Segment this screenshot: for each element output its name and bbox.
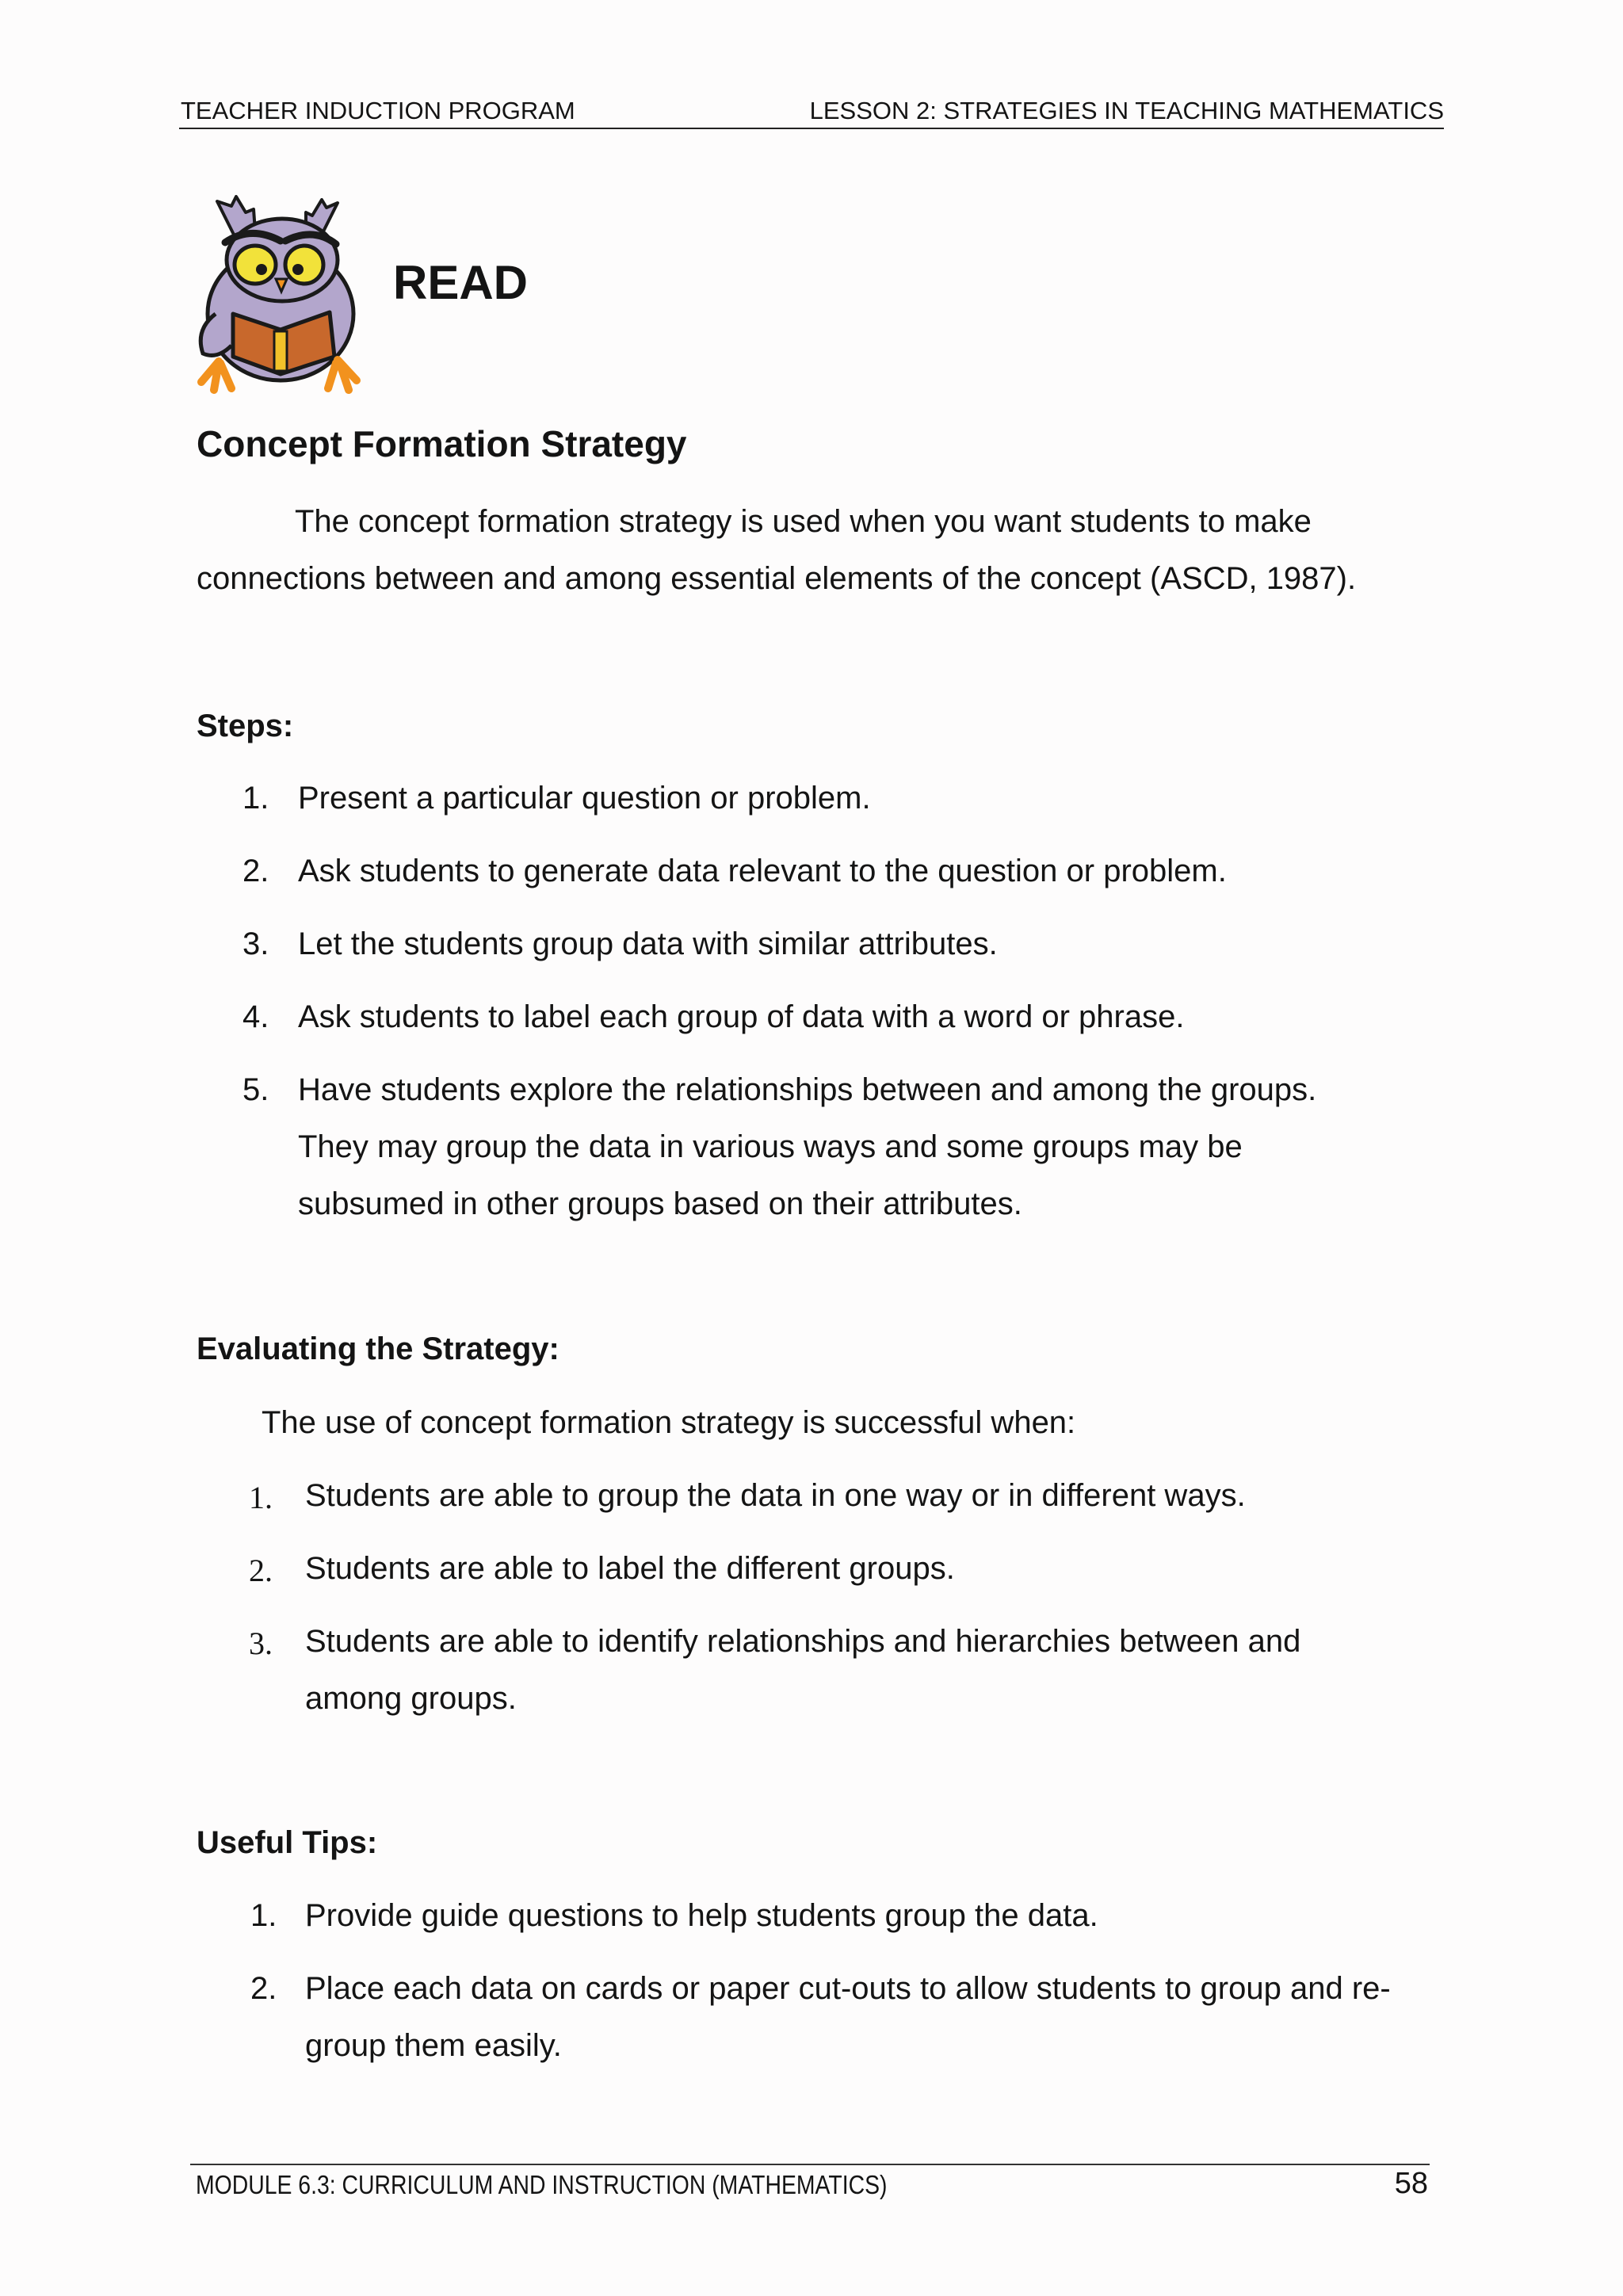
header-divider xyxy=(179,128,1444,129)
step-text: Let the students group data with similar attributes. xyxy=(298,926,998,961)
step-text: Ask students to label each group of data with a word or phrase. xyxy=(298,999,1185,1034)
reading-owl-icon xyxy=(187,195,377,395)
evaluating-intro: The use of concept formation strategy is successful when: xyxy=(262,1405,1076,1440)
evaluating-heading: Evaluating the Strategy: xyxy=(197,1331,559,1366)
evaluation-number: 2. xyxy=(249,1553,273,1588)
tip-text: Place each data on cards or paper cut-outs to allow students to group and re- xyxy=(305,1971,1391,2006)
step-number: 4. xyxy=(242,999,269,1034)
read-heading: READ xyxy=(393,256,529,309)
evaluation-number: 1. xyxy=(249,1480,273,1515)
step-number: 5. xyxy=(242,1072,269,1107)
evaluation-text: Students are able to label the different groups. xyxy=(305,1551,955,1586)
evaluation-number: 3. xyxy=(249,1626,273,1661)
tip-text: group them easily. xyxy=(305,2028,562,2063)
section-title: Concept Formation Strategy xyxy=(197,423,687,464)
header-program-title: TEACHER INDUCTION PROGRAM xyxy=(181,97,575,124)
page-number: 58 xyxy=(1394,2167,1428,2200)
step-text: Ask students to generate data relevant to the question or problem. xyxy=(298,854,1227,888)
footer-module-title: MODULE 6.3: CURRICULUM AND INSTRUCTION (MATHEMATICS) xyxy=(196,2170,888,2199)
evaluation-text: Students are able to identify relationships and hierarchies between and xyxy=(305,1624,1301,1659)
tip-number: 1. xyxy=(250,1898,277,1933)
intro-line-1: The concept formation strategy is used when you want students to make xyxy=(295,504,1312,539)
tip-number: 2. xyxy=(250,1971,277,2006)
tips-heading: Useful Tips: xyxy=(197,1825,378,1860)
step-number: 1. xyxy=(242,781,269,816)
evaluation-text: among groups. xyxy=(305,1681,517,1716)
footer-divider xyxy=(190,2164,1430,2165)
step-number: 2. xyxy=(242,854,269,888)
step-text: subsumed in other groups based on their attributes. xyxy=(298,1186,1022,1221)
steps-heading: Steps: xyxy=(197,709,294,743)
tip-text: Provide guide questions to help students group the data. xyxy=(305,1898,1098,1933)
step-number: 3. xyxy=(242,926,269,961)
step-text: Present a particular question or problem. xyxy=(298,781,871,816)
header-lesson-title: LESSON 2: STRATEGIES IN TEACHING MATHEMATICS xyxy=(809,97,1444,124)
step-text: Have students explore the relationships between and among the groups. xyxy=(298,1072,1317,1107)
step-text: They may group the data in various ways and some groups may be xyxy=(298,1129,1243,1164)
intro-line-2: connections between and among essential elements of the concept (ASCD, 1987). xyxy=(197,561,1357,596)
evaluation-text: Students are able to group the data in one way or in different ways. xyxy=(305,1478,1246,1513)
